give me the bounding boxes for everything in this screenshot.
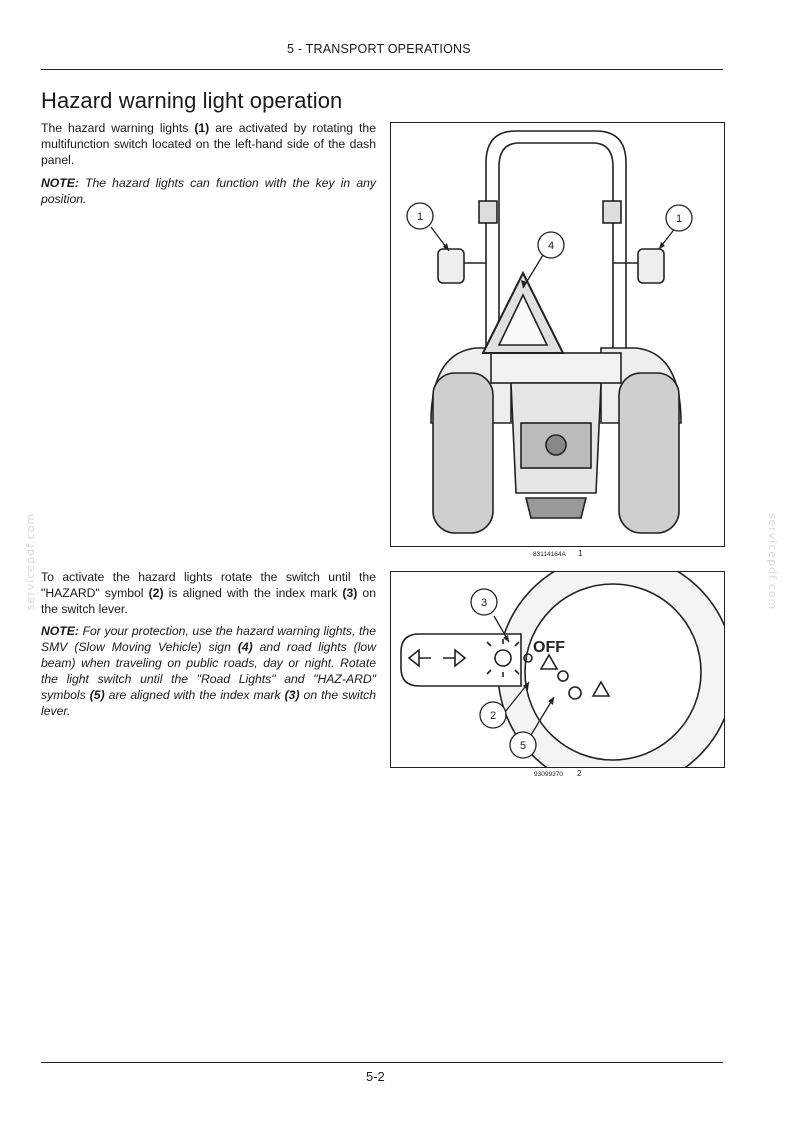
text-run: To activate the hazard lights rotate the switch until the "HAZARD" symbol [41, 570, 376, 600]
text-run: are activated by rotating the multifunction switch located on the left-hand side of the dash panel. [41, 121, 376, 167]
callout-4-label: 4 [547, 240, 555, 252]
text-run: on the switch lever. [41, 688, 376, 718]
figure1-code: 83114164A [533, 551, 566, 558]
tractor-illustration [391, 123, 724, 546]
figure2-number: 2 [577, 769, 582, 778]
text-run: (5) [89, 688, 105, 702]
activation-paragraph [41, 569, 376, 617]
figure-tractor-rear [390, 122, 725, 547]
figure-multifunction-switch [390, 571, 725, 768]
watermark-right: servicepdf.com [766, 512, 780, 611]
text-run: The hazard lights can function with the key in any position. [41, 176, 376, 206]
text-run: (1) [194, 121, 210, 135]
note-key-position [41, 175, 376, 207]
text-run: The hazard warning lights [41, 121, 195, 135]
switch-illustration [391, 572, 724, 767]
text-run: NOTE: [41, 176, 79, 190]
text-run: is aligned with the index mark [163, 586, 343, 600]
watermark-left: servicepdf.com [24, 512, 38, 611]
section-title: Hazard warning light operation [41, 88, 343, 113]
text-run: NOTE: [41, 624, 79, 638]
callout-1-right-label: 1 [675, 213, 683, 225]
callout-5-label: 5 [519, 740, 527, 752]
callout-3-label: 3 [480, 597, 488, 609]
text-run: (2) [148, 586, 164, 600]
text-run: (3) [284, 688, 300, 702]
callout-1-left-label: 1 [416, 211, 424, 223]
text-run: (4) [237, 640, 253, 654]
text-run: on the switch lever. [41, 586, 376, 616]
text-run: are aligned with the index mark [104, 688, 285, 702]
text-run: and road lights (low beam) when traveling on public roads, day or night. Rotate the light switch until the "Road Lights" and "HAZ-ARD" symbols [41, 640, 376, 702]
figure1-number: 1 [578, 549, 583, 558]
footer-rule [41, 1062, 723, 1063]
text-run: (3) [342, 586, 358, 600]
intro-paragraph [41, 120, 376, 168]
switch-off-label: OFF [533, 639, 565, 656]
callout-2-label: 2 [489, 710, 497, 722]
text-run: For your protection, use the hazard warning lights, the SMV (Slow Moving Vehicle) sign [41, 624, 376, 654]
figure2-code: 93099370 [534, 771, 563, 778]
page-number: 5-2 [366, 1069, 385, 1084]
header-rule [41, 69, 723, 70]
running-header-title: 5 - TRANSPORT OPERATIONS [287, 42, 471, 56]
note-protection [41, 623, 376, 719]
